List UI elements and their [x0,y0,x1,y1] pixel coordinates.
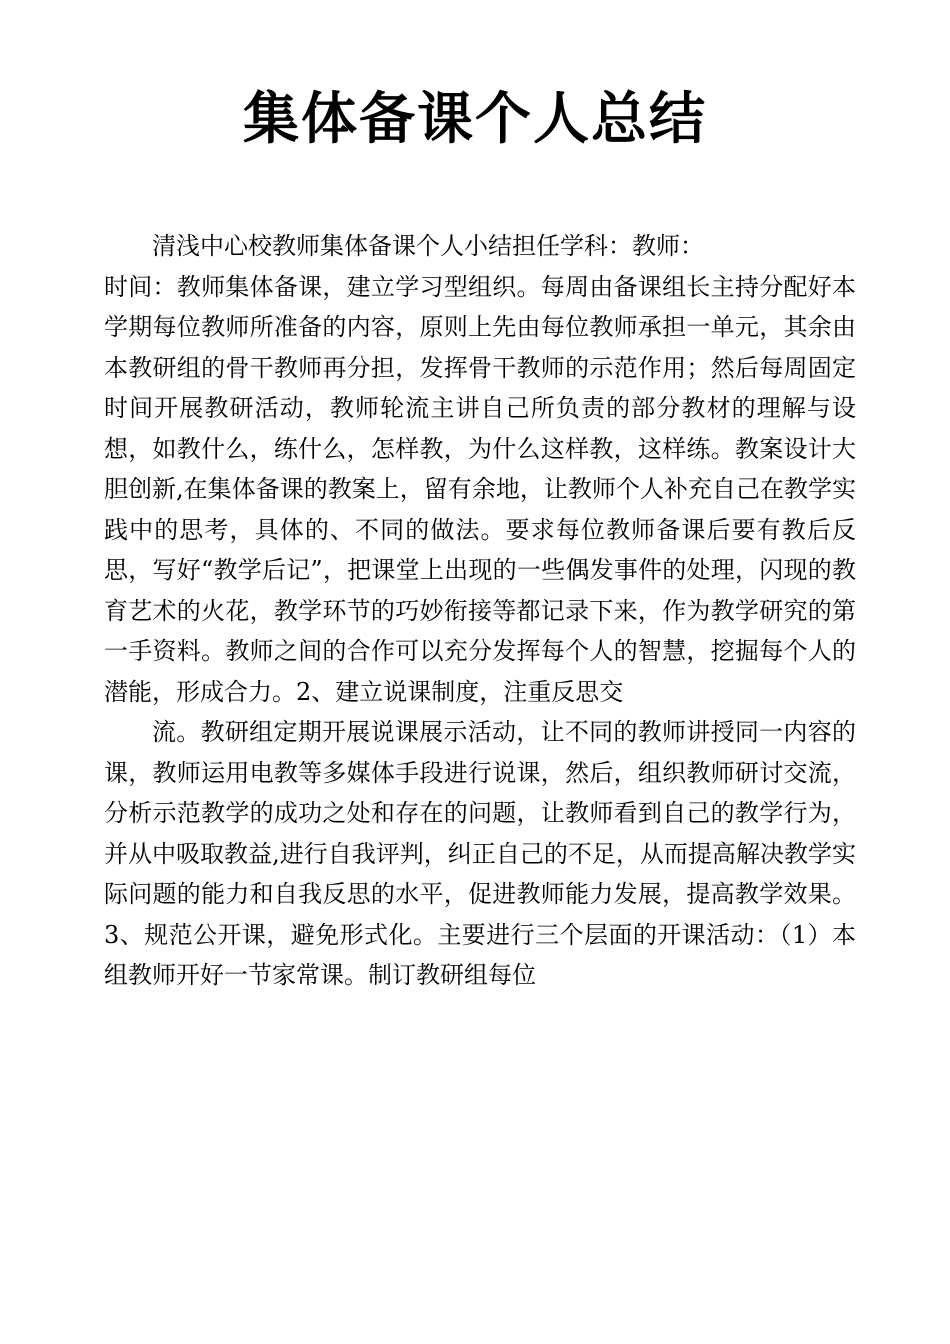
document-body [104,226,856,996]
paragraph-intro: 清浅中心校教师集体备课个人小结担任学科：教师： [152,232,704,260]
paragraph-collective-prep: 时间：教师集体备课，建立学习型组织。每周由备课组长主持分配好本学期每位教师所准备的内容，原则上先由每位教师承担一单元，其余由本教研组的骨干教师再分担，发挥骨干教师的示范作用；然后每周固定时间开展教研活动，教师轮流主讲自己所负责的部分教材的理解与设想，如教什么，练什么，怎样教，为什么这样教，这样练。教案设计大胆创新,在集体备课的教案上，留有余地，让教师个人补充自己在教学实践中的思考，具体的、不同的做法。要求每位教师备课后要有教后反思，写好“教学后记”，把课堂上出现的一些偶发事件的处理，闪现的教育艺术的火花，教学环节的巧妙衔接等都记录下来，作为教学研究的第一手资料。教师之间的合作可以充分发挥每个人的智慧，挖掘每个人的潜能，形成合力。2、建立说课制度，注重反思交 [104,272,856,706]
paragraph-lesson-presentation: 流。教研组定期开展说课展示活动，让不同的教师讲授同一内容的课，教师运用电教等多媒体手段进行说课，然后，组织教师研讨交流，分析示范教学的成功之处和存在的问题，让教师看到自己的教学行为，并从中吸取教益,进行自我评判，纠正自己的不足，从而提高解决教学实际问题的能力和自我反思的水平，促进教师能力发展，提高教学效果。3、规范公开课，避免形式化。主要进行三个层面的开课活动：（1）本组教师开好一节家常课。制订教研组每位 [104,718,856,989]
page-title: 集体备课个人总结 [243,87,707,152]
